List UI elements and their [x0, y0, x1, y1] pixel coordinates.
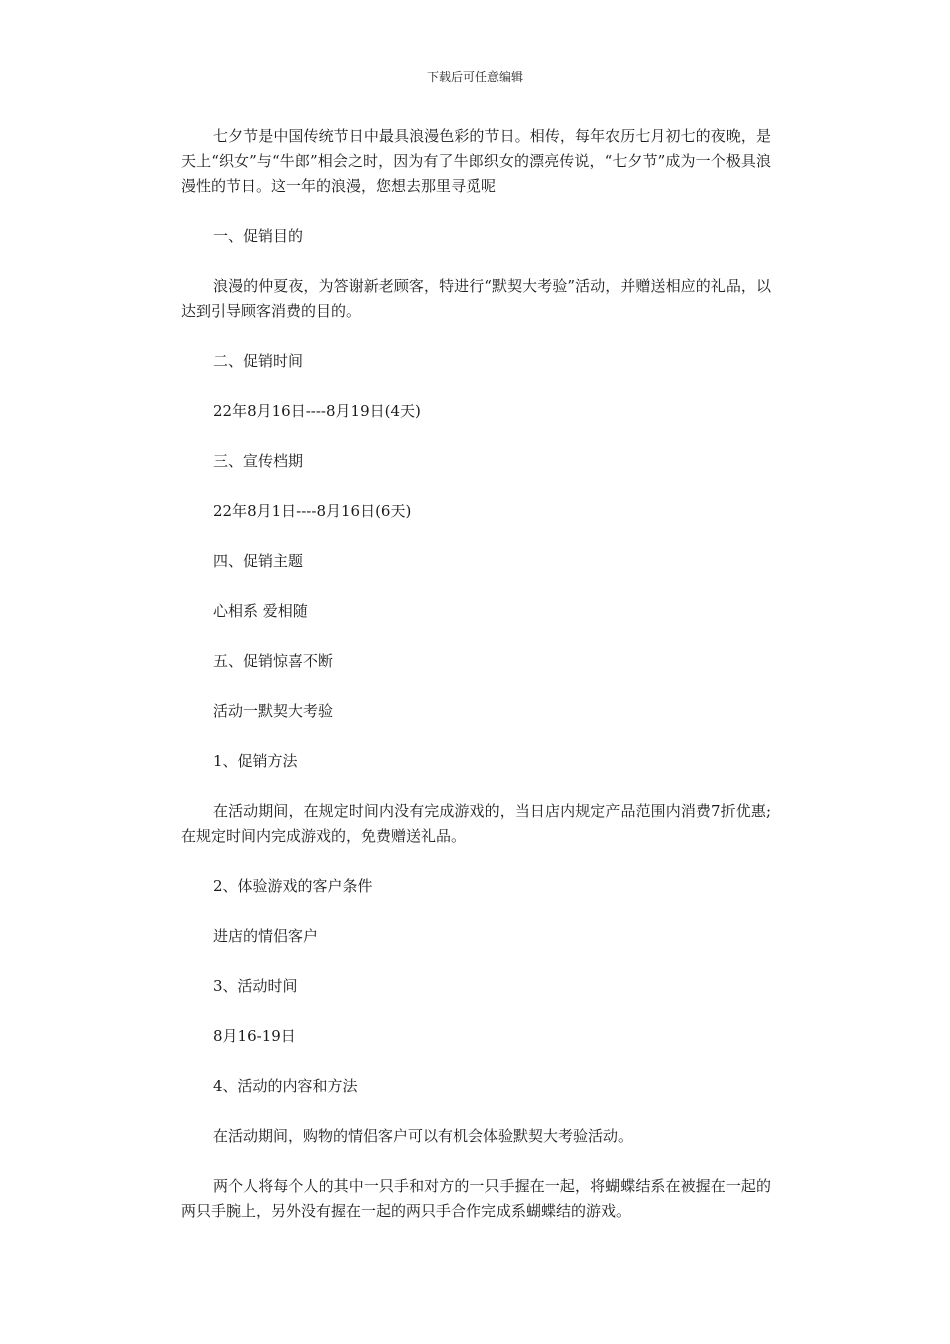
section-heading-publicity: 三、宣传档期	[213, 452, 304, 470]
theme-text: 心相系 爱相随	[213, 602, 308, 620]
purpose-paragraph: 浪漫的仲夏夜，为答谢新老顾客，特进行“默契大考验”活动，并赠送相应的礼品，以达到引导顾客消费的目的。	[181, 277, 771, 320]
subheading-content: 4、活动的内容和方法	[213, 1077, 358, 1095]
method-paragraph: 在活动期间，在规定时间内没有完成游戏的，当日店内规定产品范围内消费7折优惠;在规定时间内完成游戏的，免费赠送礼品。	[181, 802, 771, 845]
section-heading-surprises: 五、促销惊喜不断	[213, 652, 334, 670]
subheading-conditions: 2、体验游戏的客户条件	[213, 877, 373, 895]
conditions-text: 进店的情侣客户	[213, 927, 319, 945]
subheading-activity-time: 3、活动时间	[213, 977, 298, 995]
promotion-time-text: 22年8月16日----8月19日(4天)	[213, 402, 421, 420]
publicity-time-text: 22年8月1日----8月16日(6天)	[213, 502, 412, 520]
subheading-method: 1、促销方法	[213, 752, 298, 770]
section-heading-time: 二、促销时间	[213, 352, 304, 370]
intro-paragraph: 七夕节是中国传统节日中最具浪漫色彩的节日。相传，每年农历七月初七的夜晚，是天上“织女”与“牛郎”相会之时，因为有了牛郎织女的漂亮传说，“七夕节”成为一个极具浪漫性的节日。这一年的浪漫，您想去那里寻觅呢	[181, 127, 771, 195]
content-paragraph-2: 两个人将每个人的其中一只手和对方的一只手握在一起，将蝴蝶结系在被握在一起的两只手腕上，另外没有握在一起的两只手合作完成系蝴蝶结的游戏。	[181, 1177, 771, 1220]
section-heading-purpose: 一、促销目的	[213, 227, 304, 245]
document-body	[181, 124, 771, 1224]
content-paragraph-1: 在活动期间，购物的情侣客户可以有机会体验默契大考验活动。	[213, 1127, 634, 1145]
activity-time-text: 8月16-19日	[213, 1027, 296, 1045]
page-header: 下载后可任意编辑	[426, 70, 523, 84]
activity-title: 活动一默契大考验	[213, 702, 334, 720]
section-heading-theme: 四、促销主题	[213, 552, 304, 570]
